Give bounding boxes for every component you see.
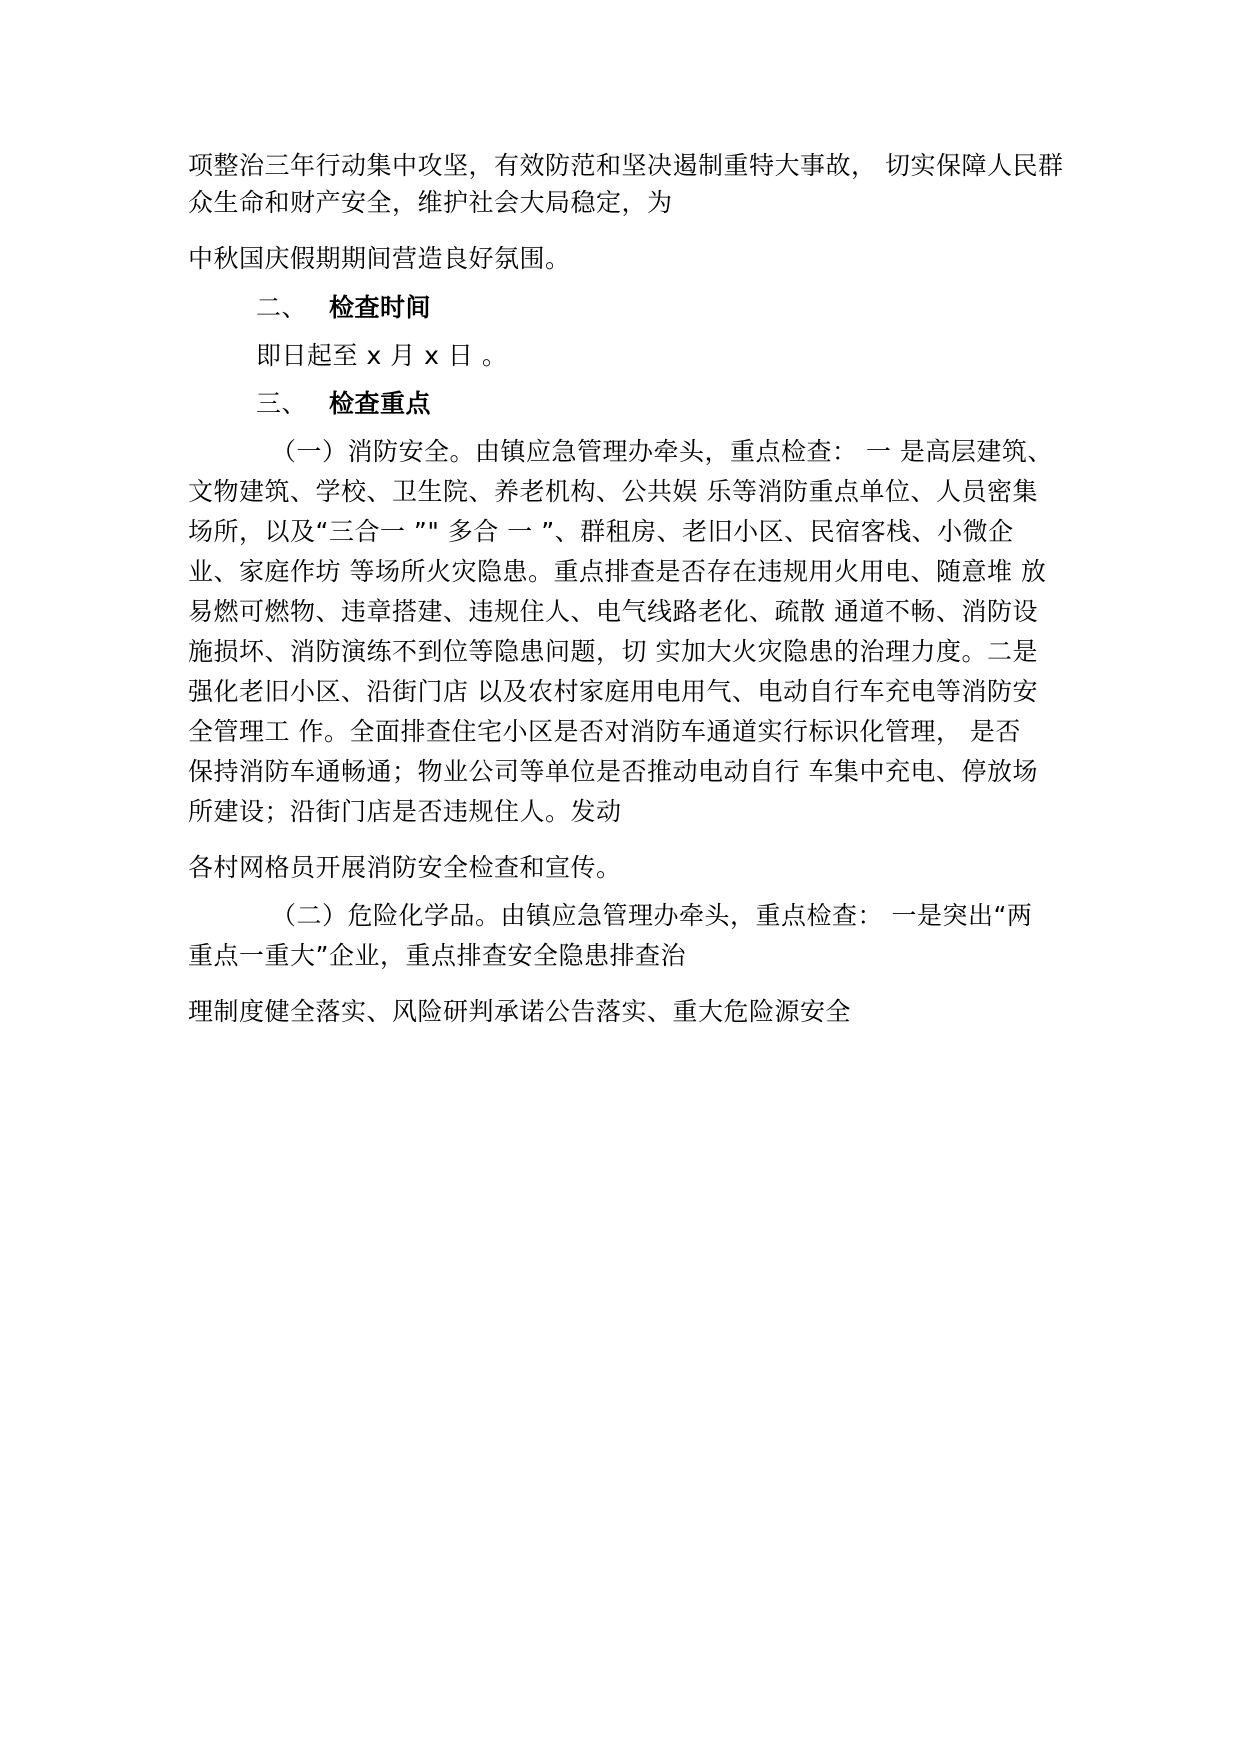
paragraph-line: 业、家庭作坊 等场所火灾隐患。重点排查是否存在违规用火用电、随意堆 放 [188,557,1047,586]
paragraph-line: 项整治三年行动集中攻坚，有效防范和坚决遏制重特大事故， 切实保障人民群 [188,151,1064,180]
paragraph-line: 即日起至 x 月 x 日 。 [256,341,508,370]
paragraph-line: 文物建筑、学校、卫生院、养老机构、公共娱 乐等消防重点单位、人员密集 [188,477,1038,506]
paragraph-line: 理制度健全落实、风险研判承诺公告落实、重大危险源安全 [188,997,852,1026]
paragraph-line: （二）危险化学品。由镇应急管理办牵头，重点检查： 一是突出“两 [271,901,1033,930]
paragraph-line: 众生命和财产安全，维护社会大局稳定，为 [188,188,673,217]
section-title: 检查重点 [329,389,432,418]
paragraph-line: 保持消防车通畅通；物业公司等单位是否推动电动自行 车集中充电、停放场 [188,757,1038,786]
paragraph-line: 施损坏、消防演练不到位等隐患问题，切 实加大火灾隐患的治理力度。二是 [188,637,1038,666]
section-heading-inspection-focus [256,386,431,422]
paragraph-line: 重点一重大”企业，重点排查安全隐患排查治 [188,941,686,970]
section-number: 三、 [256,389,308,418]
section-heading-inspection-time [256,290,431,326]
section-number: 二、 [256,293,308,322]
paragraph-line: 各村网格员开展消防安全检查和宣传。 [188,853,622,882]
paragraph-line: （一）消防安全。由镇应急管理办牵头，重点检查： 一 是高层建筑、 [271,437,1053,466]
paragraph-line: 场所，以及“三合一 ”" 多合 一 ”、群租房、老旧小区、民宿客栈、小微企 [188,517,1014,546]
section-title: 检查时间 [329,293,432,322]
paragraph-line: 强化老旧小区、沿街门店 以及农村家庭用电用气、电动自行车充电等消防安 [188,677,1038,706]
paragraph-line: 易燃可燃物、违章搭建、违规住人、电气线路老化、疏散 通道不畅、消防设 [188,597,1038,626]
paragraph-line: 中秋国庆假期期间营造良好氛围。 [188,244,571,273]
paragraph-line: 所建设；沿街门店是否违规住人。发动 [188,797,622,826]
paragraph-line: 全管理工 作。全面排查住宅小区是否对消防车通道实行标识化管理， 是否 [188,717,1021,746]
